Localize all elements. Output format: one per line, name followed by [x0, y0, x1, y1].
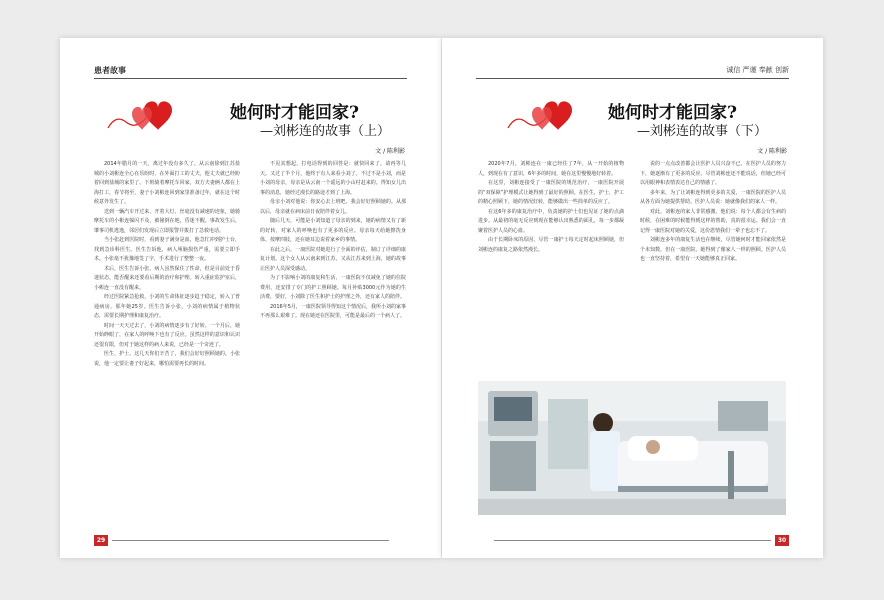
article-subtitle: —刘彬连的故事（上） — [260, 124, 391, 139]
text-column-1 — [478, 160, 624, 375]
footer-rule — [112, 540, 389, 541]
paragraph: 在这里，刘彬连接受了一康医院的规范治疗，一康医院开展的“双保障”护理模式让她得到了最好的照顾。在医生，护士，护工的精心照顾下，她的情况好转，能够做出一些简单的反应了。 — [478, 180, 624, 205]
paragraph: 当小张赶到医院时，看到妻子满身是血，他急忙冲到护士台，找到急诊科医生。医生告诉他，病人颅脑损伤严重，需要立即手术。小张毫不犹豫地签了字，手术进行了整整一夜。 — [94, 237, 240, 262]
paragraph: 时间一天天过去了，小刘的病情逐步有了好转。一个月后，她开始睁眼了，在家人的呼唤下也有了反应。虽然这样的意识和认识还很有限，但对于她这样的病人来说，已经是一个奇迹了。 — [94, 322, 240, 348]
page-number: 30 — [775, 535, 789, 546]
hearts-icon — [506, 92, 576, 134]
paragraph: 经过医院紧急抢救，小刘的生命体征逐步趋于稳定，转入了普通病房。那年她25岁。医生告诉小张，小刘的病情属于植物状态，需要长期护理和康复治疗。 — [94, 294, 240, 319]
paragraph: 医生，护士，这几天你们辛苦了，我们会好好照顾她的。小张说，他一定要让妻子好起来，哪怕需要再长的时间。 — [94, 351, 240, 367]
paragraph: 2014年腊月的一天，离过年没有多久了。从云南徐到江苏盐城的小刘彬连全心在乐盼时，在外面打工的丈夫，他丈夫就已经盼着回到盐城的家里了。下班骑着摩托车回家，双方夫妻俩人都在上海打工，春节将至，妻子小刘彬连回到家里准备过年，就在这个时候意外发生了。 — [94, 161, 240, 205]
paragraph: 刘彬连多年的康复生活也在继续，尽管她何时才能回家依然是个未知数，但在一康医院，她得到了像家人一样的照顾。医护人员也一直坚持着，希望有一天她能够真正回家。 — [640, 237, 786, 262]
article-title: 她何时才能回家? — [608, 103, 737, 123]
header-rule — [94, 78, 407, 79]
article-title: 她何时才能回家? — [230, 103, 359, 123]
author-credit: 文 / 陈利影 — [757, 148, 787, 155]
section-label: 患者故事 — [94, 66, 126, 75]
paragraph: 在此之后，一康医院对她进行了全面的评估，制订了详细的康复计划。这个女人从云南来到江苏，又从江苏来到上海，她的故事让医护人员深受感动。 — [260, 246, 406, 272]
text-column-2 — [260, 160, 406, 540]
paragraph: 2016年5月，一康医院领导得知这个情况后，我所小刘的家事不再那么艰难了。现在她还在医院里，可能是最后的一个病人了。 — [260, 303, 406, 319]
header-slogan: 诚信 严谨 奉献 创新 — [726, 66, 789, 74]
paragraph: 在这6年多的康复治疗中，负责她的护士们也见证了她的点滴进步。从最初的毫无反应到现在能够认出熟悉的面孔，每一步都凝聚着医护人员的心血。 — [478, 208, 624, 234]
footer-rule — [494, 540, 771, 541]
photo-illustration — [478, 381, 786, 515]
hospital-ward-photo — [478, 381, 786, 515]
paragraph: 为了不影响小刘的康复和生活，一康医院不仅减免了她的住院费用，还安排了专门的护工照顾她。每月补贴3000元作为她的生活费，要好，小刘除了医生和护士的护理之外，还有家人的陪伴。 — [260, 275, 406, 300]
text-column-2 — [640, 160, 786, 375]
paragraph: 2020年7月，刘彬连在一康已经住了7年，从一开始的植物人，到现在有了意识，6年多的时间，她在这里慢慢地好转着。 — [478, 161, 624, 177]
hearts-icon — [106, 92, 176, 134]
left-page — [60, 38, 441, 558]
paragraph: 多年来，为了让刘彬连得到更多的关爱，一康医院的医护人员从各方面为她提供帮助。医护人员说：她就像我们的家人一样。 — [640, 189, 786, 205]
page-number: 29 — [94, 535, 108, 546]
author-credit: 文 / 陈利影 — [375, 148, 405, 155]
article-subtitle: —刘彬连的故事（下） — [637, 124, 768, 139]
paragraph: 随后几天，可能是小刘知道了母亲的到来，她的病情又有了新的好转，对家人的呼唤也有了更多的反应。母亲每天给她擦洗身体、按摩四肢，还在她耳边说着家乡的事情。 — [260, 218, 406, 243]
paragraph: 不见其想起，打电话得到的回答是：就快回来了。请再等几天。又过了半个月，他终于有人来看小刘了。不过不是小刘，而是小刘的母亲，母亲是从云南一个遥远的小山村赶来的。得知女儿出事的消息，她经过漫长的路途才到了上海。 — [260, 161, 406, 196]
paragraph: 术后，医生告诉小张，病人虽然保住了性命，但是目前处于昏迷状态，能否醒来还要看后期的治疗和护理。转入重症监护室后，小彬连一直没有醒来。 — [94, 265, 240, 291]
text-column-1 — [94, 160, 240, 540]
paragraph: 送到一辆汽车开过来，开着大灯，丝毫没有减速的迹象，她骑摩托车的小彬连躲闪不及，被撞倒在地，昏迷不醒。事故发生后，肇事司机逃逸，邻居们发现后立即报警并拨打了急救电话。 — [94, 208, 240, 234]
paragraph: 母亲小刘对他说：你安心去上班吧，我会好好照顾她的。从那以后，母亲就在病床前日夜陪伴着女儿。 — [260, 199, 406, 215]
paragraph: 说的一点点改善都会让医护人员兴奋不已，在医护人员的努力下，她逐渐有了更多的反应。尽管刘彬连还不能说话，但她已经可以用眼神和表情表达自己的情感了。 — [640, 161, 786, 186]
right-page — [442, 38, 823, 558]
paragraph: 由于长期卧床的原因，尽管一康护士每天定时起床照顾她，但刘彬连的康复之路依然漫长。 — [478, 237, 624, 253]
paragraph: 对此，刘彬连的家人非常感激，他们说：每个人都会有生病的时候，在困难的时候能得到这样的帮助，真的很幸运。我们会一直记得一康医院对她的关爱，这份恩情我们一辈子也忘不了。 — [640, 208, 786, 234]
header-rule — [476, 78, 789, 79]
